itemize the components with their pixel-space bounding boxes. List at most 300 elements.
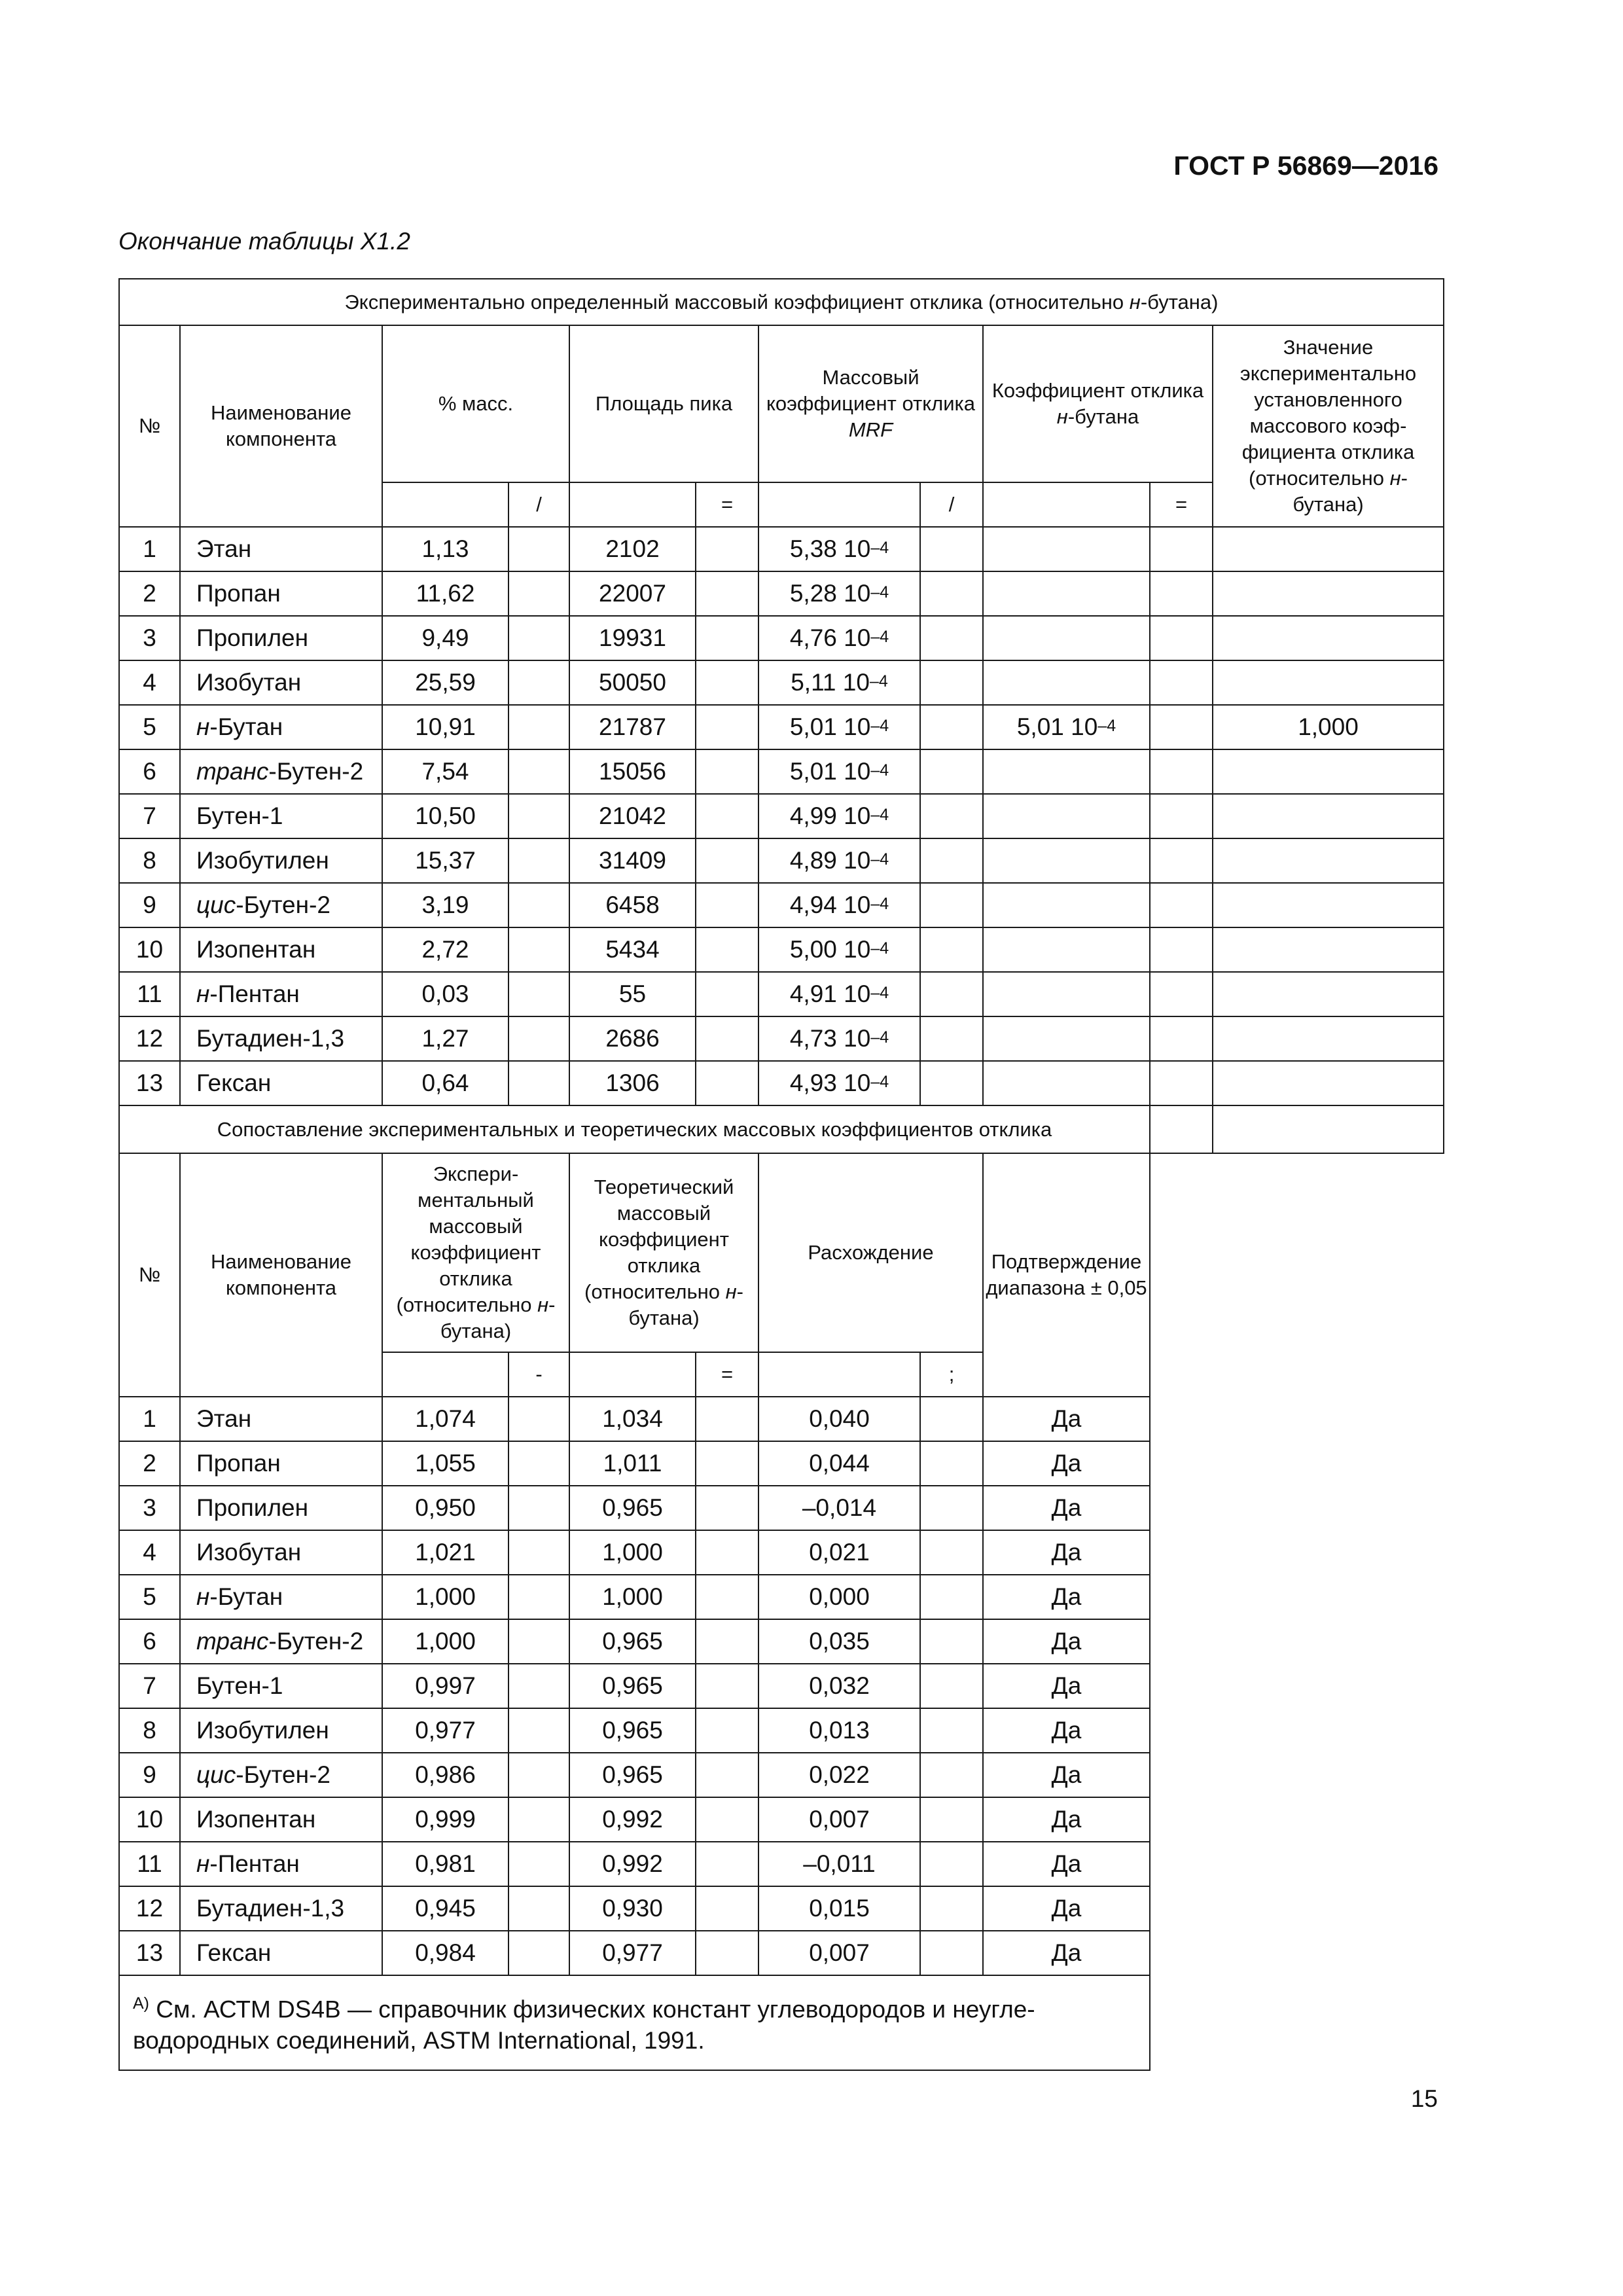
peak-area: 6458 xyxy=(569,883,696,927)
butane-coef xyxy=(983,972,1150,1016)
mrf-value-mantissa: 5,28 10 xyxy=(789,580,871,607)
col-header-relative-value: Значение экспериментально установленного массового коэффициента отклика (относительно н-бутана) xyxy=(1213,325,1444,527)
peak-area: 50050 xyxy=(569,660,696,705)
component-name xyxy=(180,1931,382,1975)
spacer-cell xyxy=(508,1708,569,1753)
component-name-text: Бутадиен-1,3 xyxy=(196,1895,345,1922)
spacer-cell xyxy=(1150,527,1213,571)
experimental-factor: 1,000 xyxy=(382,1619,508,1664)
spacer-cell xyxy=(508,838,569,883)
spacer-cell xyxy=(920,1441,983,1486)
row-number: 13 xyxy=(119,1061,180,1105)
table-row xyxy=(119,1016,1444,1061)
mrf-value xyxy=(758,838,920,883)
col-header-number: № xyxy=(119,325,180,527)
row-number: 9 xyxy=(119,883,180,927)
row-number: 13 xyxy=(119,1931,180,1975)
relative-value xyxy=(1213,527,1444,571)
component-name xyxy=(180,571,382,616)
row-number: 9 xyxy=(119,1753,180,1797)
spacer-cell xyxy=(696,1016,758,1061)
row-number: 6 xyxy=(119,1619,180,1664)
spacer-cell xyxy=(696,1530,758,1575)
spacer-cell xyxy=(920,1397,983,1441)
row-number: 4 xyxy=(119,1530,180,1575)
table1-header-row xyxy=(119,325,1444,482)
row-number: 2 xyxy=(119,571,180,616)
component-name-text: Изопентан xyxy=(196,936,316,963)
theoretical-factor: 0,965 xyxy=(569,1708,696,1753)
table-row xyxy=(119,527,1444,571)
spacer-cell xyxy=(920,660,983,705)
butane-coef xyxy=(983,571,1150,616)
row-number: 1 xyxy=(119,527,180,571)
col-header-range-confirmation: Подтверждение диапазона ± 0,05 xyxy=(983,1153,1150,1397)
spacer-cell xyxy=(920,1016,983,1061)
component-name-text: Гексан xyxy=(196,1939,272,1966)
spacer-cell xyxy=(920,749,983,794)
spacer-cell xyxy=(920,838,983,883)
table-row xyxy=(119,1797,1444,1842)
peak-area: 2102 xyxy=(569,527,696,571)
difference: –0,011 xyxy=(758,1842,920,1886)
spacer-cell xyxy=(920,794,983,838)
spacer-cell xyxy=(1150,1061,1213,1105)
mrf-value-mantissa: 5,00 10 xyxy=(789,936,871,963)
mrf-value xyxy=(758,1061,920,1105)
component-name-prefix: н xyxy=(196,980,210,1007)
table2-body xyxy=(119,1397,1444,1975)
mrf-value-mantissa: 4,73 10 xyxy=(789,1025,871,1052)
component-name-text: -Бутан xyxy=(209,1583,283,1610)
mrf-value-exponent: –4 xyxy=(870,761,889,780)
table2-header-row xyxy=(119,1153,1444,1352)
mrf-value xyxy=(758,927,920,972)
component-name xyxy=(180,1486,382,1530)
spacer-cell xyxy=(508,749,569,794)
row-number: 11 xyxy=(119,972,180,1016)
spacer-cell xyxy=(696,794,758,838)
difference: 0,000 xyxy=(758,1575,920,1619)
mass-percent: 10,91 xyxy=(382,705,508,749)
spacer-cell xyxy=(1150,660,1213,705)
component-name xyxy=(180,794,382,838)
table-row xyxy=(119,883,1444,927)
op-blank xyxy=(382,482,508,527)
row-number: 6 xyxy=(119,749,180,794)
mrf-value-mantissa: 5,01 10 xyxy=(789,758,871,785)
range-confirmation: Да xyxy=(983,1619,1150,1664)
spacer-cell xyxy=(696,972,758,1016)
spacer-cell xyxy=(920,1619,983,1664)
spacer-cell xyxy=(1150,883,1213,927)
spacer-cell xyxy=(696,616,758,660)
experimental-factor: 0,997 xyxy=(382,1664,508,1708)
difference: 0,021 xyxy=(758,1530,920,1575)
spacer-cell xyxy=(696,1931,758,1975)
component-name xyxy=(180,749,382,794)
table-row xyxy=(119,838,1444,883)
component-name xyxy=(180,1797,382,1842)
spacer-cell xyxy=(508,527,569,571)
component-name-text: Изобутилен xyxy=(196,1717,329,1744)
spacer-cell xyxy=(508,1842,569,1886)
butane-coef-mantissa: 5,01 10 xyxy=(1016,713,1098,740)
spacer-cell xyxy=(1150,838,1213,883)
footnote xyxy=(119,1975,1150,2070)
spacer-cell xyxy=(508,571,569,616)
table-row xyxy=(119,1575,1444,1619)
difference: 0,040 xyxy=(758,1397,920,1441)
op-equals: = xyxy=(1150,482,1213,527)
difference: 0,007 xyxy=(758,1797,920,1842)
spacer-cell xyxy=(920,1061,983,1105)
peak-area: 21042 xyxy=(569,794,696,838)
table1-body xyxy=(119,527,1444,1105)
table-row xyxy=(119,1931,1444,1975)
spacer-cell xyxy=(508,1530,569,1575)
theoretical-factor: 1,011 xyxy=(569,1441,696,1486)
component-name-prefix: транс xyxy=(196,758,269,785)
component-name-text: Пропан xyxy=(196,1450,281,1477)
spacer-cell xyxy=(1150,794,1213,838)
relative-value xyxy=(1213,749,1444,794)
table-row xyxy=(119,1619,1444,1664)
relative-value xyxy=(1213,883,1444,927)
table-row xyxy=(119,616,1444,660)
component-name xyxy=(180,972,382,1016)
empty-cell xyxy=(1213,1105,1444,1153)
experimental-factor: 0,950 xyxy=(382,1486,508,1530)
op-divide: / xyxy=(508,482,569,527)
op-blank xyxy=(569,482,696,527)
component-name-text: Гексан xyxy=(196,1069,272,1096)
butane-coef xyxy=(983,883,1150,927)
row-number: 12 xyxy=(119,1016,180,1061)
experimental-factor: 1,000 xyxy=(382,1575,508,1619)
theoretical-factor: 0,965 xyxy=(569,1619,696,1664)
col-header-mass-percent: % масс. xyxy=(382,325,569,482)
butane-coef xyxy=(983,660,1150,705)
relative-value xyxy=(1213,972,1444,1016)
component-name-prefix: н xyxy=(196,1583,210,1610)
component-name-text: Пропилен xyxy=(196,1494,309,1521)
peak-area: 2686 xyxy=(569,1016,696,1061)
component-name-text: Изобутан xyxy=(196,1539,302,1566)
spacer-cell xyxy=(696,1886,758,1931)
spacer-cell xyxy=(508,1061,569,1105)
table-row xyxy=(119,1441,1444,1486)
blank-area xyxy=(1150,1153,1444,1397)
row-number: 5 xyxy=(119,1575,180,1619)
mrf-value-exponent: –4 xyxy=(870,850,889,869)
spacer-cell xyxy=(508,972,569,1016)
spacer-cell xyxy=(508,1486,569,1530)
op-blank xyxy=(758,482,920,527)
mrf-value-exponent: –4 xyxy=(870,1073,889,1091)
mass-percent: 2,72 xyxy=(382,927,508,972)
component-name-prefix: цис xyxy=(196,1761,236,1788)
component-name xyxy=(180,1619,382,1664)
row-number: 3 xyxy=(119,1486,180,1530)
difference: 0,007 xyxy=(758,1931,920,1975)
mrf-value-mantissa: 4,93 10 xyxy=(789,1069,871,1096)
component-name-text: Бутен-1 xyxy=(196,802,283,829)
empty-cell xyxy=(1150,1105,1213,1153)
spacer-cell xyxy=(508,927,569,972)
mrf-value-mantissa: 4,76 10 xyxy=(789,624,871,651)
peak-area: 1306 xyxy=(569,1061,696,1105)
butane-coef xyxy=(983,1061,1150,1105)
table-row xyxy=(119,972,1444,1016)
table-row xyxy=(119,1397,1444,1441)
mrf-value-exponent: –4 xyxy=(870,717,889,735)
spacer-cell xyxy=(508,1441,569,1486)
spacer-cell xyxy=(696,927,758,972)
theoretical-factor: 0,965 xyxy=(569,1664,696,1708)
peak-area: 21787 xyxy=(569,705,696,749)
component-name-text: -Бутан xyxy=(209,713,283,740)
difference: 0,022 xyxy=(758,1753,920,1797)
table-row xyxy=(119,1753,1444,1797)
theoretical-factor: 1,000 xyxy=(569,1530,696,1575)
spacer-cell xyxy=(508,883,569,927)
mrf-value-mantissa: 4,89 10 xyxy=(789,847,871,874)
peak-area: 22007 xyxy=(569,571,696,616)
difference: –0,014 xyxy=(758,1486,920,1530)
spacer-cell xyxy=(920,1931,983,1975)
footnote-text: См. АСТМ DS4B — справочник физических констант углеводородов и неуглеводородных соединений, ASTM International, 1991. xyxy=(133,1996,1035,2054)
row-number: 8 xyxy=(119,1708,180,1753)
mass-percent: 3,19 xyxy=(382,883,508,927)
mass-percent: 1,27 xyxy=(382,1016,508,1061)
page-number: 15 xyxy=(1410,2085,1438,2112)
relative-value xyxy=(1213,616,1444,660)
spacer-cell xyxy=(508,1797,569,1842)
spacer-cell xyxy=(920,1708,983,1753)
difference: 0,044 xyxy=(758,1441,920,1486)
difference: 0,032 xyxy=(758,1664,920,1708)
mrf-value xyxy=(758,972,920,1016)
mrf-value xyxy=(758,660,920,705)
mass-percent: 10,50 xyxy=(382,794,508,838)
range-confirmation: Да xyxy=(983,1397,1150,1441)
spacer-cell xyxy=(920,571,983,616)
document-code: ГОСТ Р 56869—2016 xyxy=(1173,151,1438,181)
col-header-peak-area: Площадь пика xyxy=(569,325,758,482)
spacer-cell xyxy=(696,1061,758,1105)
op-equals: = xyxy=(696,482,758,527)
component-name xyxy=(180,927,382,972)
row-number: 8 xyxy=(119,838,180,883)
spacer-cell xyxy=(696,838,758,883)
component-name-prefix: н xyxy=(196,713,210,740)
component-name-text: -Пентан xyxy=(209,1850,300,1877)
table-row xyxy=(119,1886,1444,1931)
relative-value xyxy=(1213,660,1444,705)
spacer-cell xyxy=(696,883,758,927)
relative-value xyxy=(1213,794,1444,838)
experimental-factor: 1,021 xyxy=(382,1530,508,1575)
table-row xyxy=(119,1664,1444,1708)
spacer-cell xyxy=(920,1530,983,1575)
butane-coef xyxy=(983,616,1150,660)
op-equals: = xyxy=(696,1352,758,1397)
mass-percent: 0,64 xyxy=(382,1061,508,1105)
range-confirmation: Да xyxy=(983,1486,1150,1530)
spacer-cell xyxy=(508,1016,569,1061)
table-caption: Окончание таблицы X1.2 xyxy=(118,228,410,255)
mrf-value xyxy=(758,616,920,660)
spacer-cell xyxy=(508,1397,569,1441)
spacer-cell xyxy=(696,527,758,571)
component-name-text: Изопентан xyxy=(196,1806,316,1833)
col-header-mrf: Массовый коэффициент отклика MRF xyxy=(758,325,983,482)
table-row xyxy=(119,705,1444,749)
spacer-cell xyxy=(920,1664,983,1708)
range-confirmation: Да xyxy=(983,1708,1150,1753)
component-name xyxy=(180,616,382,660)
spacer-cell xyxy=(920,705,983,749)
range-confirmation: Да xyxy=(983,1753,1150,1797)
relative-value xyxy=(1213,1016,1444,1061)
spacer-cell xyxy=(508,705,569,749)
mass-percent: 1,13 xyxy=(382,527,508,571)
spacer-cell xyxy=(1150,616,1213,660)
component-name xyxy=(180,883,382,927)
mrf-value xyxy=(758,749,920,794)
component-name xyxy=(180,1061,382,1105)
theoretical-factor: 0,965 xyxy=(569,1753,696,1797)
row-number: 3 xyxy=(119,616,180,660)
spacer-cell xyxy=(920,616,983,660)
spacer-cell xyxy=(696,1619,758,1664)
relative-value xyxy=(1213,838,1444,883)
spacer-cell xyxy=(920,1575,983,1619)
table-row xyxy=(119,1486,1444,1530)
spacer-cell xyxy=(696,1664,758,1708)
difference: 0,035 xyxy=(758,1619,920,1664)
component-name xyxy=(180,1575,382,1619)
range-confirmation: Да xyxy=(983,1530,1150,1575)
spacer-cell xyxy=(696,1708,758,1753)
table-row xyxy=(119,1530,1444,1575)
spacer-cell xyxy=(1150,972,1213,1016)
component-name xyxy=(180,660,382,705)
theoretical-factor: 1,000 xyxy=(569,1575,696,1619)
component-name-text: Изобутилен xyxy=(196,847,329,874)
range-confirmation: Да xyxy=(983,1842,1150,1886)
spacer-cell xyxy=(508,794,569,838)
spacer-cell xyxy=(508,1575,569,1619)
spacer-cell xyxy=(920,1797,983,1842)
op-divide: / xyxy=(920,482,983,527)
component-name xyxy=(180,1441,382,1486)
butane-coef xyxy=(983,838,1150,883)
row-number: 7 xyxy=(119,794,180,838)
theoretical-factor: 0,992 xyxy=(569,1842,696,1886)
op-blank xyxy=(382,1352,508,1397)
footnote-marker: А) xyxy=(133,1994,149,2013)
spacer-cell xyxy=(920,1753,983,1797)
range-confirmation: Да xyxy=(983,1886,1150,1931)
spacer-cell xyxy=(920,883,983,927)
experimental-factor: 0,977 xyxy=(382,1708,508,1753)
experimental-factor: 0,984 xyxy=(382,1931,508,1975)
mrf-value-mantissa: 5,11 10 xyxy=(791,669,870,696)
spacer-cell xyxy=(1150,705,1213,749)
peak-area: 19931 xyxy=(569,616,696,660)
table2-title: Сопоставление экспериментальных и теоретических массовых коэффициентов отклика xyxy=(119,1105,1150,1153)
spacer-cell xyxy=(696,660,758,705)
spacer-cell xyxy=(696,1797,758,1842)
table-row xyxy=(119,1061,1444,1105)
theoretical-factor: 0,992 xyxy=(569,1797,696,1842)
spacer-cell xyxy=(508,1664,569,1708)
spacer-cell xyxy=(696,1397,758,1441)
component-name xyxy=(180,1664,382,1708)
difference: 0,015 xyxy=(758,1886,920,1931)
theoretical-factor: 1,034 xyxy=(569,1397,696,1441)
row-number: 12 xyxy=(119,1886,180,1931)
peak-area: 15056 xyxy=(569,749,696,794)
row-number: 5 xyxy=(119,705,180,749)
mrf-value-exponent: –4 xyxy=(870,939,889,958)
spacer-cell xyxy=(1150,571,1213,616)
spacer-cell xyxy=(1150,749,1213,794)
component-name xyxy=(180,1753,382,1797)
range-confirmation: Да xyxy=(983,1441,1150,1486)
op-blank xyxy=(983,482,1150,527)
experimental-factor: 1,074 xyxy=(382,1397,508,1441)
mass-percent: 11,62 xyxy=(382,571,508,616)
mrf-value xyxy=(758,794,920,838)
table-row xyxy=(119,794,1444,838)
spacer-cell xyxy=(920,972,983,1016)
component-name xyxy=(180,1530,382,1575)
component-name-text: Бутадиен-1,3 xyxy=(196,1025,345,1052)
peak-area: 31409 xyxy=(569,838,696,883)
spacer-cell xyxy=(696,1441,758,1486)
col-header-difference: Расхождение xyxy=(758,1153,983,1352)
butane-coef-exponent: –4 xyxy=(1097,717,1116,735)
component-name-prefix: н xyxy=(196,1850,210,1877)
butane-coef xyxy=(983,794,1150,838)
op-blank xyxy=(758,1352,920,1397)
op-blank xyxy=(569,1352,696,1397)
mass-percent: 15,37 xyxy=(382,838,508,883)
mrf-value-mantissa: 5,01 10 xyxy=(789,713,871,740)
theoretical-factor: 0,965 xyxy=(569,1486,696,1530)
spacer-cell xyxy=(696,1486,758,1530)
experimental-factor: 0,945 xyxy=(382,1886,508,1931)
response-factor-table xyxy=(118,278,1444,2071)
mrf-value-exponent: –4 xyxy=(870,895,889,913)
table2-title-row xyxy=(119,1105,1444,1153)
table1-title: Экспериментально определенный массовый коэффициент отклика (относительно н-бутана) xyxy=(119,279,1444,325)
spacer-cell xyxy=(1150,1016,1213,1061)
col-header-number: № xyxy=(119,1153,180,1397)
range-confirmation: Да xyxy=(983,1931,1150,1975)
row-number: 4 xyxy=(119,660,180,705)
range-confirmation: Да xyxy=(983,1575,1150,1619)
range-confirmation: Да xyxy=(983,1797,1150,1842)
experimental-factor: 0,986 xyxy=(382,1753,508,1797)
theoretical-factor: 0,977 xyxy=(569,1931,696,1975)
mrf-value-exponent: –4 xyxy=(869,672,888,691)
butane-coef xyxy=(983,749,1150,794)
peak-area: 55 xyxy=(569,972,696,1016)
